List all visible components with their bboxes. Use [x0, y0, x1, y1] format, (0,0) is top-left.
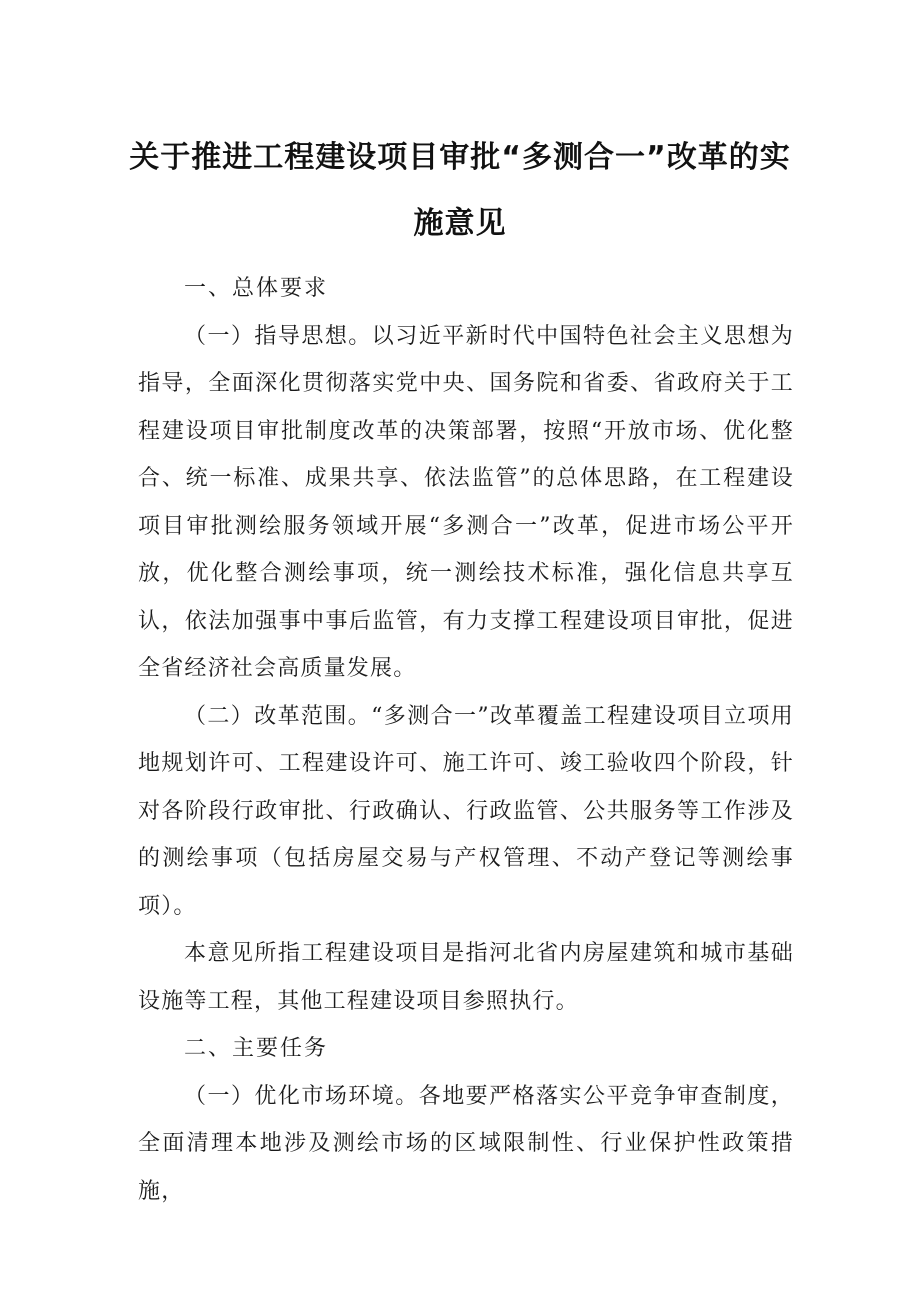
document-body: [138, 265, 794, 1215]
paragraph-project-definition: 本意见所指工程建设项目是指河北省内房屋建筑和城市基础设施等工程，其他工程建设项目参照执行。: [138, 941, 794, 1014]
paragraph-optimize-market: （一）优化市场环境。各地要严格落实公平竞争审查制度，全面清理本地涉及测绘市场的区域限制性、行业保护性政策措施，: [138, 1083, 794, 1204]
document-title-line-1: 关于推进工程建设项目审批“多测合一”改革的实: [129, 140, 791, 175]
paragraph-guiding-ideology: （一）指导思想。以习近平新时代中国特色社会主义思想为指导，全面深化贯彻落实党中央、国务院和省委、省政府关于工程建设项目审批制度改革的决策部署，按照“开放市场、优化整合、统一标准、成果共享、依法监管”的总体思路，在工程建设项目审批测绘服务领域开展“多测合一”改革，促进市场公平开放，优化整合测绘事项，统一测绘技术标准，强化信息共享互认，依法加强事中事后监管，有力支撑工程建设项目审批，促进全省经济社会高质量发展。: [138, 323, 794, 681]
section-heading-general-requirements: 一、总体要求: [184, 276, 329, 301]
paragraph-reform-scope: （二）改革范围。“多测合一”改革覆盖工程建设项目立项用地规划许可、工程建设许可、施工许可、竣工验收四个阶段，针对各阶段行政审批、行政确认、行政监管、公共服务等工作涉及的测绘事项（包括房屋交易与产权管理、不动产登记等测绘事项）。: [138, 703, 794, 919]
document-title-line-2: 施意见: [413, 206, 507, 241]
section-heading-main-tasks: 二、主要任务: [184, 1036, 329, 1061]
